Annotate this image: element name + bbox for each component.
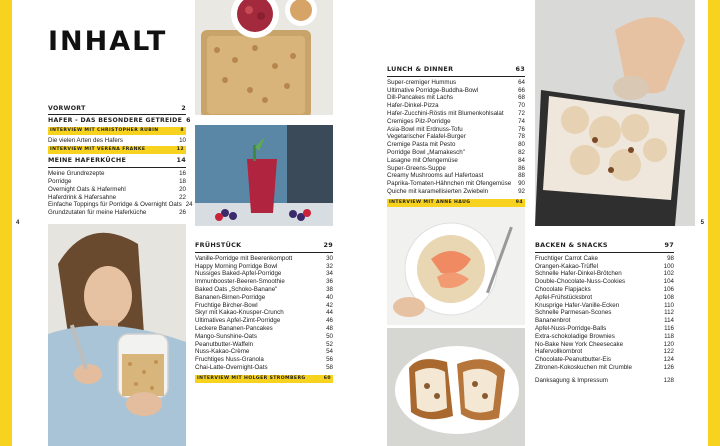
woman-with-jar-photo [48,224,186,446]
item-page: 52 [326,340,333,348]
item-label: Apfel-Nuss-Porridge-Balls [535,324,607,332]
toc-vorwort-page: 2 [181,105,186,112]
interview-label: INTERVIEW MIT VERENA FRANKE [50,147,146,153]
list-item[interactable] [195,255,333,263]
item-label: No-Bake New York Cheesecake [535,340,624,348]
item-label: Apfel-Frühstücksbrot [535,293,593,301]
list-item[interactable] [387,126,525,134]
salmon-bowl-photo [387,207,525,325]
item-page: 120 [663,340,674,348]
item-page: 36 [326,278,333,286]
baked-oats-photo [195,0,333,115]
list-item[interactable] [387,118,525,126]
item-page: 46 [326,317,333,325]
item-label: Fruchtige Bircher-Bowl [195,301,258,309]
toc-backen-block [535,242,674,385]
toc-fruehstueck-head[interactable] [195,242,333,253]
toc-interview-rubin[interactable] [48,127,186,135]
item-page: 70 [518,102,525,110]
section-page: 29 [323,241,333,249]
item-label: Knusprige Hafer-Vanille-Ecken [535,301,620,309]
item-page: 80 [518,141,525,149]
interview-page: 8 [180,127,184,133]
toc-lunch-list [387,79,525,196]
toc-haferkueche-list [48,170,193,217]
item-label: Skyr mit Kakao-Knusper-Crunch [195,309,284,317]
toc-hafer-row[interactable] [48,116,191,125]
item-label: Double-Chocolate-Nuss-Cookies [535,278,626,286]
list-item[interactable] [48,170,186,178]
left-page-number: 4 [16,220,20,226]
toc-interview-stromberg[interactable] [195,375,333,383]
toc-danksagung-row[interactable] [535,377,674,385]
item-page: 114 [664,317,674,325]
left-edge-strip [0,0,12,446]
item-label: Hafer-Dinkel-Pizza [387,102,439,110]
item-page: 30 [326,254,333,262]
item-page: 10 [179,136,186,144]
item-label: Vanille-Porridge mit Beerenkompott [195,254,293,262]
item-page: 106 [663,285,674,293]
item-label: Super-Greens-Suppe [387,164,446,172]
toc-left-block [48,105,193,217]
list-item[interactable] [195,270,333,278]
list-item[interactable] [535,348,674,356]
item-label: Paprika-Tomaten-Hähnchen mit Ofengemüse [387,180,512,188]
item-label: Nuss-Kakao-Crème [195,348,250,356]
item-label: Grundzutaten für meine Haferküche [48,209,147,217]
item-label: Fruchtiger Carrot Cake [535,254,598,262]
item-label: Einfache Toppings für Porridge & Overnight Oats [48,201,182,209]
interview-page: 12 [176,147,184,153]
item-page: 126 [663,363,674,371]
item-label: Super-cremiger Hummus [387,78,457,86]
list-item[interactable] [535,341,674,349]
item-page: 90 [518,180,525,188]
item-page: 32 [326,262,333,270]
list-item[interactable] [195,263,333,271]
item-page: 72 [518,109,525,117]
section-page: 14 [176,156,186,165]
item-label: Peanutbutter-Waffeln [195,340,254,348]
item-page: 82 [518,148,525,156]
item-page: 116 [664,324,674,332]
list-item[interactable] [195,309,333,317]
item-label: Asia-Bowl mit Erdnuss-Tofu [387,125,463,133]
item-page: 24 [185,201,193,209]
toc-item-arten[interactable] [48,137,186,145]
divider [48,114,186,115]
list-item[interactable] [195,302,333,310]
item-page: 38 [326,285,333,293]
item-label: Vegetarischer Falafel-Burger [387,133,466,141]
list-item[interactable] [387,157,525,165]
toc-fruehstueck-list [195,255,333,372]
section-label: MEINE HAFERKÜCHE [48,156,127,165]
right-edge-strip [708,0,720,446]
interview-label: INTERVIEW MIT HOLGER STROMBERG [197,375,306,381]
list-item[interactable] [535,263,674,271]
item-page: 128 [663,376,674,384]
item-label: Bananen-Birnen-Porridge [195,293,266,301]
toc-vorwort-label: VORWORT [48,105,86,112]
section-label: BACKEN & SNACKS [535,241,608,249]
item-page: 124 [663,356,674,364]
smoothie-photo [195,125,333,226]
item-page: 68 [518,94,525,102]
item-page: 84 [518,156,525,164]
item-label: Chai-Latte-Overnight-Oats [195,363,268,371]
item-page: 100 [663,262,674,270]
list-item[interactable] [535,325,674,333]
item-page: 22 [179,193,186,201]
list-item[interactable] [387,180,525,188]
list-item[interactable] [387,87,525,95]
item-page: 104 [663,278,674,286]
toc-lunch-block [387,66,525,209]
item-label: Extra-schokoladige Brownies [535,332,615,340]
interview-page: 94 [515,199,523,205]
item-label: Creamy Mushrooms auf Hafertoast [387,172,484,180]
item-page: 88 [518,172,525,180]
list-item[interactable] [535,364,674,372]
item-label: Chocolate-Peanutbutter-Eis [535,356,612,364]
list-item[interactable] [195,333,333,341]
toc-interview-franke[interactable] [48,146,186,154]
item-page: 56 [326,356,333,364]
list-item[interactable] [48,201,193,209]
item-label: Chocolate Flapjacks [535,285,591,293]
right-page-number: 5 [700,220,704,226]
item-label: Haferdrink & Hafersahne [48,193,117,201]
list-item[interactable] [195,364,333,372]
list-item[interactable] [195,341,333,349]
item-page: 40 [326,293,333,301]
toc-interview-haug[interactable] [387,199,525,207]
item-page: 86 [518,164,525,172]
list-item[interactable] [195,278,333,286]
item-page: 64 [518,78,525,86]
list-item[interactable] [387,165,525,173]
item-page: 44 [326,309,333,317]
list-item[interactable] [387,110,525,118]
item-page: 76 [518,125,525,133]
item-label: Nussiges Baked-Apfel-Porridge [195,270,282,278]
item-page: 58 [326,363,333,371]
item-label: Schnelle Parmesan-Scones [535,309,612,317]
list-item[interactable] [195,325,333,333]
item-page: 18 [179,177,186,185]
list-item[interactable] [535,294,674,302]
list-item[interactable] [535,333,674,341]
list-item[interactable] [535,309,674,317]
section-label: LUNCH & DINNER [387,65,454,73]
item-label: Porridge [48,177,72,185]
toc-hafer-label: HAFER - DAS BESONDERE GETREIDE [48,116,183,124]
toc-vorwort-row[interactable] [48,105,186,113]
item-page: 98 [667,254,674,262]
item-label: Bananenbrot [535,317,571,325]
list-item[interactable] [387,133,525,141]
item-page: 112 [664,309,674,317]
item-label: Porridge Bowl „Mamakesch" [387,148,465,156]
item-page: 110 [664,301,674,309]
item-page: 66 [518,86,525,94]
item-label: Danksagung & Impressum [535,376,608,384]
item-label: Lasagne mit Ofengemüse [387,156,458,164]
list-item[interactable] [195,317,333,325]
item-label: Leckere Bananen-Pancakes [195,324,273,332]
item-page: 78 [518,133,525,141]
list-item[interactable] [387,188,525,196]
item-page: 20 [179,185,186,193]
list-item[interactable] [535,286,674,294]
item-page: 48 [326,324,333,332]
toc-haferkueche-head[interactable] [48,157,186,168]
list-item[interactable] [535,317,674,325]
section-page: 63 [515,65,525,73]
interview-label: INTERVIEW MIT CHRISTOPHER RUBIN [50,127,159,133]
list-item[interactable] [48,194,186,202]
toc-hafer-page: 6 [186,116,191,124]
item-page: 34 [326,270,333,278]
interview-page: 60 [323,375,331,381]
item-label: Mango-Sunshine-Oats [195,332,257,340]
item-page: 92 [518,187,525,195]
toast-photo [387,328,525,446]
item-page: 50 [326,332,333,340]
item-label: Quiche mit karamellisierten Zwiebeln [387,187,489,195]
item-page: 54 [326,348,333,356]
list-item[interactable] [387,172,525,180]
item-label: Schnelle Hafer-Dinkel-Brötchen [535,270,622,278]
list-item[interactable] [387,79,525,87]
item-page: 26 [179,209,186,217]
list-item[interactable] [195,294,333,302]
interview-label: INTERVIEW MIT ANNE HAUG [389,199,471,205]
item-label: Die vielen Arten des Hafers [48,136,123,144]
list-item[interactable] [387,94,525,102]
item-page: 108 [663,293,674,301]
item-label: Orangen-Kakao-Trüffel [535,262,598,270]
item-page: 42 [326,301,333,309]
list-item[interactable] [48,186,186,194]
page-title: INHALT [48,26,168,57]
toc-backen-list [535,255,674,372]
list-item[interactable] [387,149,525,157]
item-label: Meine Grundrezepte [48,170,105,178]
list-item[interactable] [535,278,674,286]
list-item[interactable] [195,286,333,294]
item-label: Cremige Pasta mit Pesto [387,141,456,149]
list-item[interactable] [195,348,333,356]
list-item[interactable] [48,178,186,186]
item-page: 102 [663,270,674,278]
list-item[interactable] [535,270,674,278]
list-item[interactable] [195,356,333,364]
item-label: Cremiges Pilz-Porridge [387,117,451,125]
item-label: Zitronen-Kokoskuchen mit Crumble [535,363,632,371]
item-label: Overnight Oats & Hafermehl [48,185,126,193]
section-label: FRÜHSTÜCK [195,241,242,249]
item-page: 118 [664,332,674,340]
item-page: 16 [179,170,186,178]
toc-backen-head[interactable] [535,242,674,253]
item-page: 122 [663,348,674,356]
item-label: Ultimatives Apfel-Zimt-Porridge [195,317,281,325]
list-item[interactable] [535,302,674,310]
list-item[interactable] [48,209,186,217]
list-item[interactable] [387,141,525,149]
item-label: Ultimative Porridge-Buddha-Bowl [387,86,479,94]
item-label: Happy Morning Porridge Bowl [195,262,278,270]
list-item[interactable] [535,356,674,364]
item-label: Fruchtiges Nuss-Granola [195,356,264,364]
item-label: Baked Oats „Schoko-Banane" [195,285,278,293]
item-label: Dill-Pancakes mit Lachs [387,94,454,102]
list-item[interactable] [535,255,674,263]
toc-lunch-head[interactable] [387,66,525,77]
item-page: 74 [518,117,525,125]
item-label: Immunbooster-Beeren-Smoothie [195,278,285,286]
section-page: 97 [664,241,674,249]
list-item[interactable] [387,102,525,110]
item-label: Hafervollkornbrot [535,348,583,356]
item-label: Hafer-Zucchini-Röstis mit Blumenkohlsalat [387,109,504,117]
ice-cream-loaf-photo [535,0,695,226]
toc-fruehstueck-block [195,242,333,385]
